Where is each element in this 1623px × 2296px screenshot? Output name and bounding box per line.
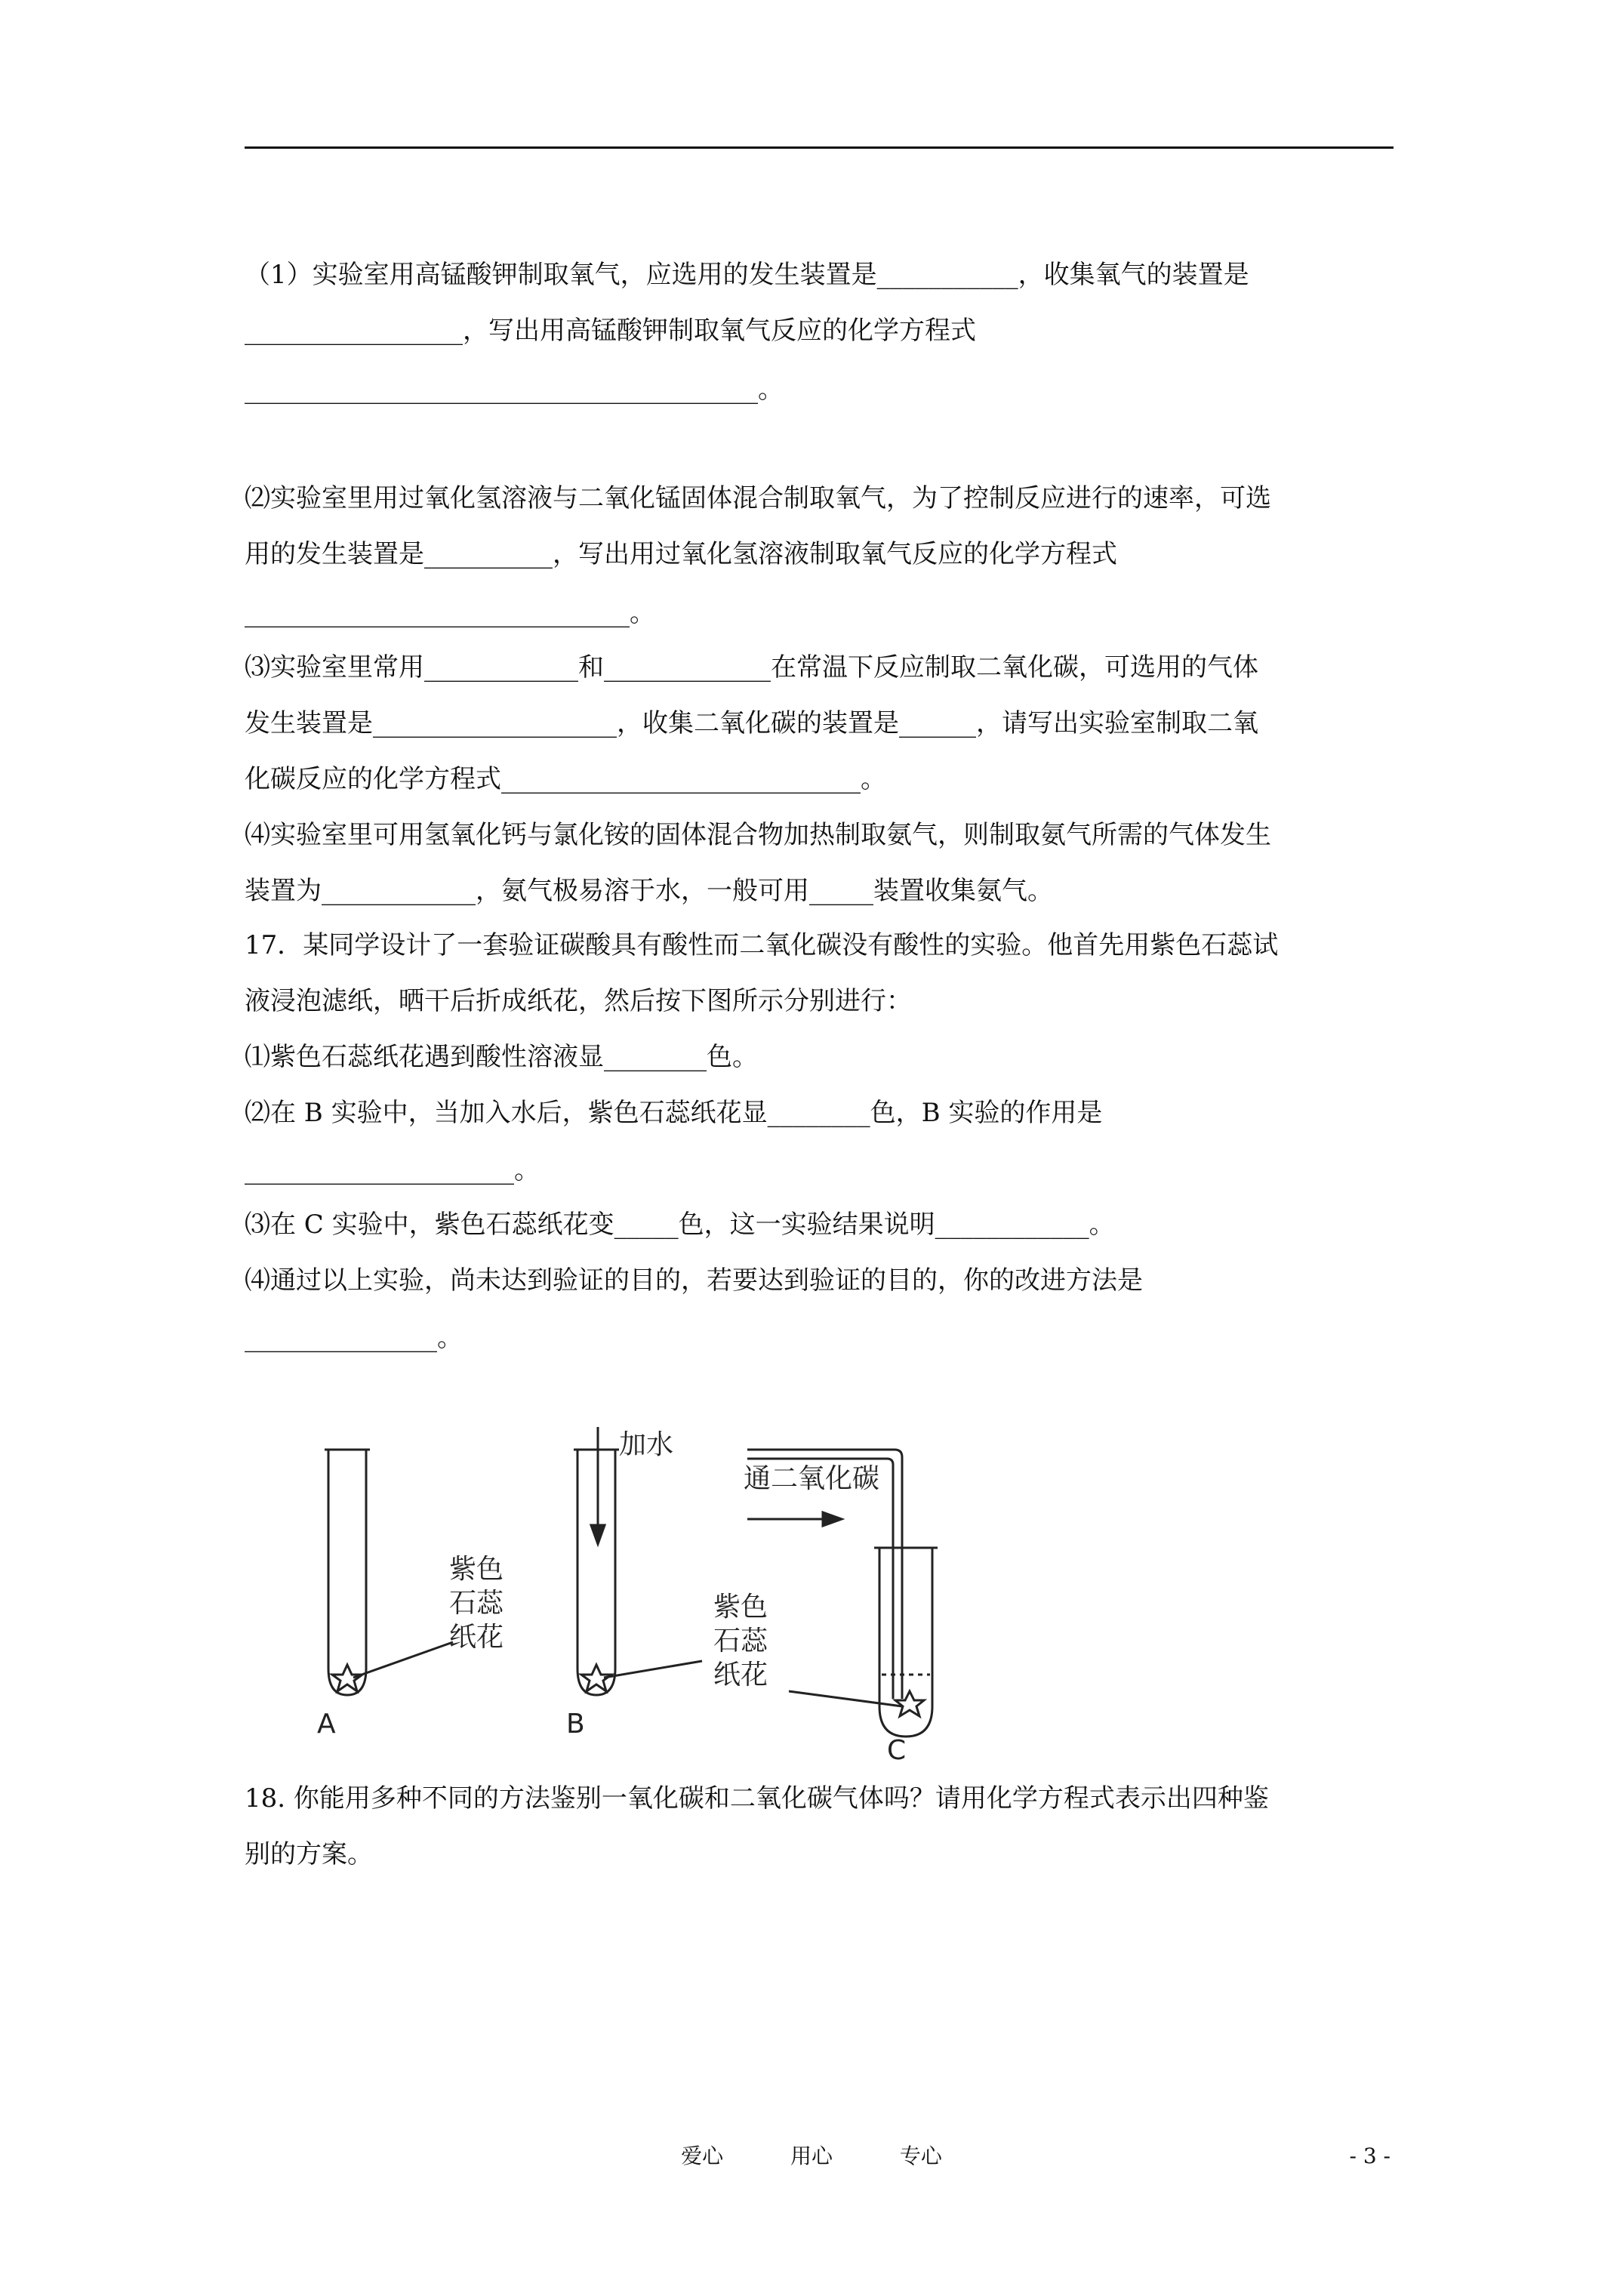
q18-line2: 别的方案。 [245, 1839, 373, 1869]
experiment-figure [302, 1374, 981, 1767]
q16-2-line2: 用的发生装置是__________，写出用过氧化氢溶液制取氧气反应的化学方程式 [245, 539, 1117, 569]
q16-3-line2: 发生装置是___________________，收集二氧化碳的装置是______，请写出实验室制取二氧 [245, 708, 1258, 738]
flower-a-icon [332, 1665, 362, 1691]
q16-2-line1: ⑵实验室里用过氧化氢溶液与二氧化锰固体混合制取氧气，为了控制反应进行的速率，可选 [245, 483, 1271, 513]
q16-4-line1: ⑷实验室里可用氢氧化钙与氯化铵的固体混合物加热制取氨气，则制取氨气所需的气体发生 [245, 820, 1271, 850]
q16-1-line2: _________________，写出用高锰酸钾制取氧气反应的化学方程式 [245, 316, 976, 346]
flower-label-b-3: 纸花 [713, 1660, 768, 1690]
add-water-label: 加水 [619, 1429, 674, 1460]
flower-label-a-2: 石蕊 [449, 1588, 504, 1619]
label-b: B [566, 1709, 585, 1740]
test-tube-c [874, 1548, 938, 1737]
pointer-line-b [604, 1661, 702, 1678]
pass-co2-label: 通二氧化碳 [744, 1463, 880, 1494]
flower-label-b-2: 石蕊 [713, 1626, 768, 1657]
flower-c-icon [895, 1691, 924, 1716]
co2-arrow-icon [747, 1512, 842, 1526]
label-a: A [317, 1709, 336, 1740]
q16-1-line3: ________________________________________。 [245, 374, 784, 405]
footer-motto-3: 专心 [899, 2143, 942, 2168]
test-tube-a [325, 1450, 370, 1695]
flower-label-b-1: 紫色 [713, 1592, 768, 1623]
footer-motto-2: 用心 [790, 2143, 833, 2168]
q17-2-line2: _____________________。 [245, 1155, 540, 1185]
q17-2-line1: ⑵在 B 实验中，当加入水后，紫色石蕊纸花显________色，B 实验的作用是 [245, 1098, 1103, 1128]
page-number: - 3 - [1349, 2143, 1390, 2168]
q16-3-line3: 化碳反应的化学方程式____________________________。 [245, 764, 886, 794]
q17-3: ⑶在 C 实验中，紫色石蕊纸花变_____色，这一实验结果说明____________。 [245, 1210, 1115, 1240]
footer-motto-1: 爱心 [681, 2143, 724, 2168]
pointer-line-a [353, 1642, 453, 1678]
pointer-line-c [789, 1691, 902, 1706]
q16-1-line1: （1）实验室用高锰酸钾制取氧气，应选用的发生装置是___________，收集氧气的装置是 [245, 260, 1249, 290]
q17-4-line1: ⑷通过以上实验，尚未达到验证的目的，若要达到验证的目的，你的改进方法是 [245, 1265, 1143, 1296]
q17-intro-line2: 液浸泡滤纸，晒干后折成纸花，然后按下图所示分别进行： [245, 986, 912, 1016]
q16-3-line1: ⑶实验室里常用____________和_____________在常温下反应制取二氧化碳，可选用的气体 [245, 652, 1258, 683]
q18-line1: 18. 你能用多种不同的方法鉴别一氧化碳和二氧化碳气体吗？请用化学方程式表示出四种鉴 [245, 1783, 1269, 1814]
flower-label-a-1: 紫色 [449, 1554, 504, 1585]
q17-intro-line1: 17．某同学设计了一套验证碳酸具有酸性而二氧化碳没有酸性的实验。他首先用紫色石蕊试 [245, 930, 1279, 960]
test-tube-b [574, 1450, 619, 1695]
q16-4-line2: 装置为____________，氨气极易溶于水，一般可用_____装置收集氨气。 [245, 876, 1053, 906]
q17-4-line2: _______________。 [245, 1323, 463, 1353]
q16-2-line3: ______________________________。 [245, 598, 655, 628]
flower-label-a-3: 纸花 [449, 1622, 504, 1653]
q17-1: ⑴紫色石蕊纸花遇到酸性溶液显________色。 [245, 1042, 758, 1072]
add-water-arrow-icon [591, 1427, 605, 1544]
header-rule [245, 146, 1394, 149]
label-c: C [887, 1735, 907, 1766]
